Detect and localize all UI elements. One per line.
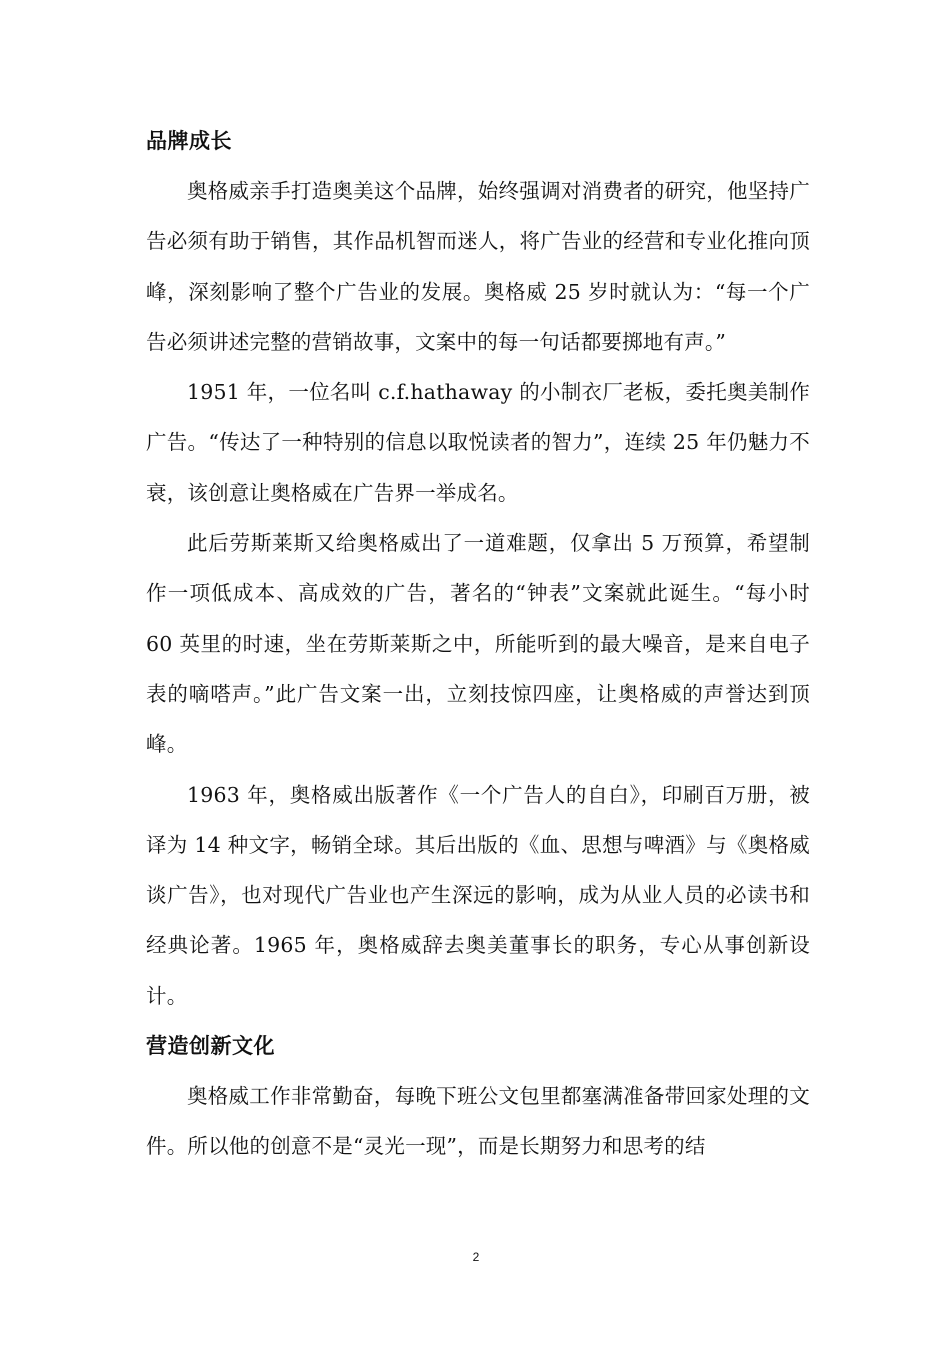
document-body [146,116,810,1172]
paragraph-confessions: 1963 年，奥格威出版著作《一个广告人的自白》，印刷百万册，被译为 14 种文字，畅销全球。其后出版的《血、思想与啤酒》与《奥格威谈广告》，也对现代广告业也产生深远的影响，成为从业人员的必读书和经典论著。1965 年，奥格威辞去奥美董事长的职务，专心从事创新设计。 [146,782,810,1008]
paragraph-brand-research: 奥格威亲手打造奥美这个品牌，始终强调对消费者的研究，他坚持广告必须有助于销售，其作品机智而迷人，将广告业的经营和专业化推向顶峰，深刻影响了整个广告业的发展。奥格威 25 岁时就认为：“每一个广告必须讲述完整的营销故事，文案中的每一句话都要掷地有声。” [146,179,810,354]
section-heading-innovation-culture: 营造创新文化 [146,1034,275,1059]
page-number: 2 [472,1250,480,1264]
paragraph-hathaway: 1951 年，一位名叫 c.f.hathaway 的小制衣厂老板，委托奥美制作广告。“传达了一种特别的信息以取悦读者的智力”，连续 25 年仍魅力不衰，该创意让奥格威在广告界一举成名。 [146,380,810,505]
section-heading-brand-growth: 品牌成长 [146,129,232,153]
paragraph-hard-work: 奥格威工作非常勤奋，每晚下班公文包里都塞满准备带回家处理的文件。所以他的创意不是“灵光一现”，而是长期努力和思考的结 [146,1084,810,1159]
paragraph-rolls-royce: 此后劳斯莱斯又给奥格威出了一道难题，仅拿出 5 万预算，希望制作一项低成本、高成效的广告，著名的“钟表”文案就此诞生。“每小时 60 英里的时速，坐在劳斯莱斯之中，所能听到的最大噪音，是来自电子表的嘀嗒声。”此广告文案一出，立刻技惊四座，让奥格威的声誉达到顶峰。 [146,531,810,757]
